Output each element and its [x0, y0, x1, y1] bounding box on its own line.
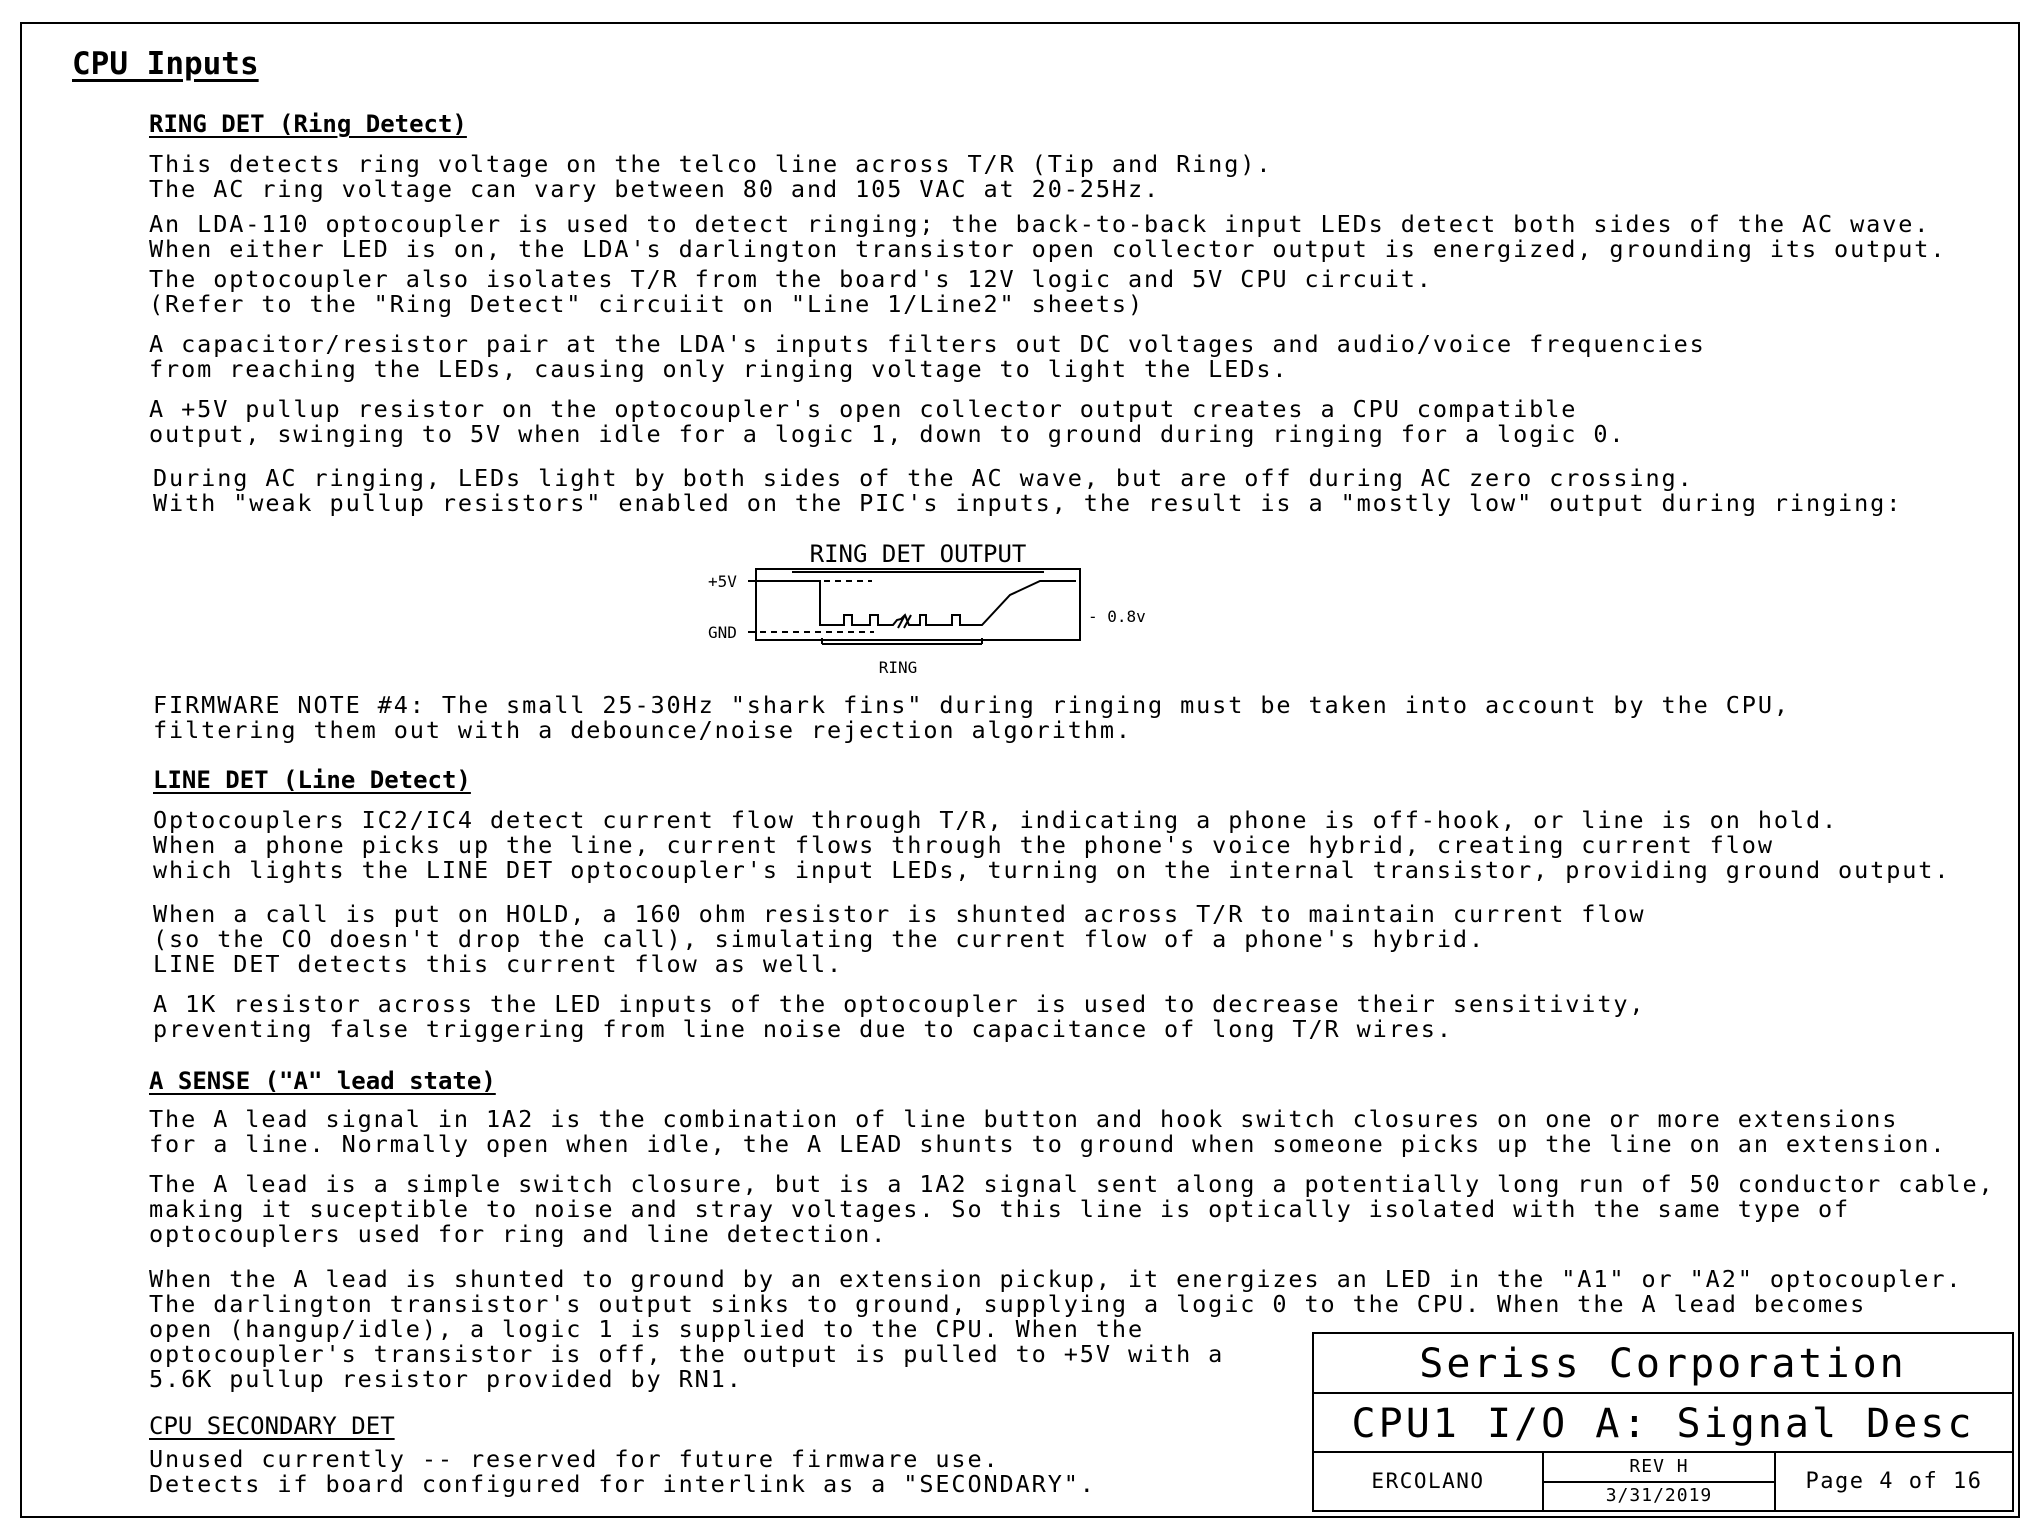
cpu-secondary-paragraph: Unused currently -- reserved for future firmware use. Detects if board configured for interlink as a "SECONDARY". [149, 1445, 1096, 1498]
ring-det-paragraph-3: The optocoupler also isolates T/R from the board's 12V logic and 5V CPU circuit. (Refer to the "Ring Detect" circuiit on "Line 1/Line2" sheets) [149, 265, 1433, 318]
firmware-note: FIRMWARE NOTE #4: The small 25-30Hz "shark fins" during ringing must be taken into account by the CPU, filtering them out with a debounce/noise rejection algorithm. [153, 691, 1790, 744]
ring-det-paragraph-4: A capacitor/resistor pair at the LDA's inputs filters out DC voltages and audio/voice frequencies from reaching the LEDs, causing only ringing voltage to light the LEDs. [149, 330, 1706, 383]
author: ERCOLANO [1314, 1453, 1544, 1510]
label-5v: +5V [708, 572, 737, 591]
company-name: Seriss Corporation [1314, 1334, 2012, 1394]
ring-det-paragraph-6: During AC ringing, LEDs light by both sides of the AC wave, but are off during AC zero crossing. With "weak pullup resistors" enabled on the PIC's inputs, the result is a "mostly low" output during ringing: [153, 464, 1903, 517]
label-gnd: GND [708, 623, 737, 642]
a-sense-paragraph-3: When the A lead is shunted to ground by an extension pickup, it energizes an LED in the "A1" or "A2" optocoupler. The darlington transistor's output sinks to ground, supplying a logic 0 to the CPU. When the A lead becomes open (hangup/idle), a logic 1 is supplied to the CPU. When the optocoupler's transistor is off, the output is pulled to +5V with a 5.6K pullup resistor provided by RN1. [149, 1265, 1963, 1393]
line-det-heading: LINE DET (Line Detect) [153, 766, 471, 794]
revision-cell [1544, 1453, 1776, 1510]
revision: REV H [1544, 1453, 1774, 1483]
page-number: Page 4 of 16 [1805, 1469, 1983, 1494]
sheet-title: CPU1 I/O A: Signal Desc [1314, 1394, 2012, 1453]
line-det-paragraph-3: A 1K resistor across the LED inputs of the optocoupler is used to decrease their sensitivity, preventing false triggering from line noise due to capacitance of long T/R wires. [153, 990, 1646, 1043]
a-sense-paragraph-2: The A lead is a simple switch closure, but is a 1A2 signal sent along a potentially long run of 50 conductor cable, making it suceptible to noise and stray voltages. So this line is optically isolated with the same type of optocouplers used for ring and line detection. [149, 1170, 1995, 1248]
revision-date: 3/31/2019 [1605, 1485, 1713, 1506]
ring-det-paragraph-2: An LDA-110 optocoupler is used to detect ringing; the back-to-back input LEDs detect both sides of the AC wave. When either LED is on, the LDA's darlington transistor open collector output is energized, grounding its output. [149, 210, 1947, 263]
a-sense-paragraph-1: The A lead signal in 1A2 is the combination of line button and hook switch closures on one or more extensions for a line. Normally open when idle, the A LEAD shunts to ground when someone picks up the line on an extension. [149, 1105, 1947, 1158]
title-block-info-row [1314, 1453, 2012, 1510]
line-det-paragraph-1: Optocouplers IC2/IC4 detect current flow through T/R, indicating a phone is off-hook, or line is on hold. When a phone picks up the line, current flows through the phone's voice hybrid, creating current flow which lights the LINE DET optocoupler's input LEDs, turning on the internal transistor, providing ground output. [153, 806, 1951, 884]
ring-det-output-diagram [700, 535, 1180, 685]
ring-det-waveform [756, 581, 1076, 625]
a-sense-heading: A SENSE ("A" lead state) [149, 1067, 496, 1095]
page-title: CPU Inputs [72, 46, 259, 82]
ring-det-paragraph-5: A +5V pullup resistor on the optocoupler's open collector output creates a CPU compatible output, swinging to 5V when idle for a logic 1, down to ground during ringing for a logic 0. [149, 395, 1626, 448]
ring-det-heading: RING DET (Ring Detect) [149, 110, 467, 138]
diagram-title: RING DET OUTPUT [809, 540, 1027, 568]
label-ring: RING [878, 658, 918, 677]
ring-det-paragraph-1: This detects ring voltage on the telco line across T/R (Tip and Ring). The AC ring voltage can vary between 80 and 105 VAC at 20-25Hz. [149, 150, 1273, 203]
diagram-frame [756, 569, 1080, 640]
cpu-secondary-heading: CPU SECONDARY DET [149, 1412, 395, 1440]
label-08v: - 0.8v [1088, 607, 1146, 626]
title-block [1312, 1332, 2014, 1512]
line-det-paragraph-2: When a call is put on HOLD, a 160 ohm resistor is shunted across T/R to maintain current flow (so the CO doesn't drop the call), simulating the current flow of a phone's hybrid. LINE DET detects this current flow as well. [153, 900, 1646, 978]
